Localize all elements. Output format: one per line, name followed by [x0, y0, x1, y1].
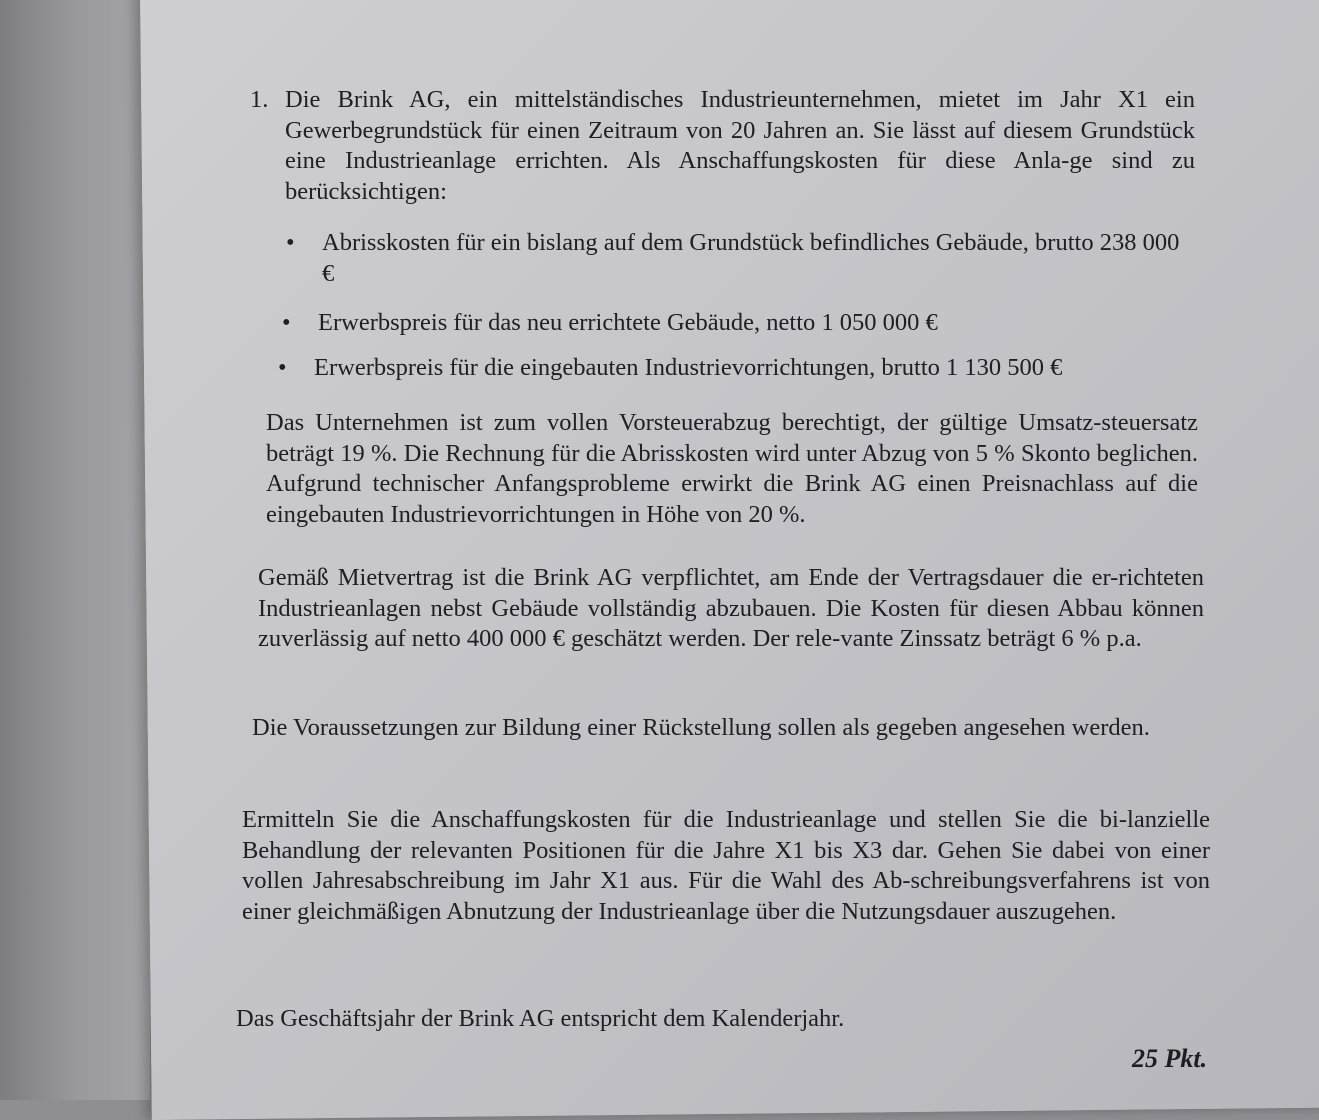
list-item — [286, 228, 1192, 289]
paragraph-tax: Das Unternehmen ist zum vollen Vorsteuerabzug berechtigt, der gültige Umsatz-steuersatz beträgt 19 %. Die Rechnung für die Abrisskosten wird unter Abzug von 5 % Skonto beglichen. Aufgrund technischer Anfangsprobleme erwirkt die Brink AG einen Preisnachlass auf die eingebauten Industrievorrichtungen in Höhe von 20 %. — [266, 409, 1198, 528]
paragraph-instruction: Ermitteln Sie die Anschaffungskosten für die Industrieanlage und stellen Sie die bi-lanzielle Behandlung der relevanten Positionen für die Jahre X1 bis X3 dar. Gehen Sie dabei von einer vollen Jahresabschreibung im Jahr X1 aus. Für die Wahl des Ab-schreibungsverfahrens ist von einer gleichmäßigen Abnutzung der Industrieanlage über die Nutzungsdauer auszugehen. — [242, 806, 1210, 925]
paragraph-provision: Die Voraussetzungen zur Bildung einer Rückstellung sollen als gegeben angesehen werden. — [252, 714, 1150, 741]
bullet-icon: • — [282, 309, 291, 336]
task-intro: Die Brink AG, ein mittelständisches Industrieunternehmen, mietet im Jahr X1 ein Gewerbegrundstück für einen Zeitraum von 20 Jahren an. Sie lässt auf diesem Grundstück eine Industrieanlage errichten. Als Anschaffungskosten für diese Anla-ge sind zu berücksichtigen: — [285, 86, 1195, 205]
points-label: 25 Pkt. — [1132, 1044, 1208, 1073]
task-number: 1. — [250, 86, 269, 113]
bullet-icon: • — [286, 229, 295, 256]
bullet-icon: • — [278, 354, 287, 381]
paragraph-lease: Gemäß Mietvertrag ist die Brink AG verpflichtet, am Ende der Vertragsdauer die er-richteten Industrieanlagen nebst Gebäude vollständig abzubauen. Die Kosten für diesen Abbau können zuverlässig auf netto 400 000 € geschätzt werden. Der rele-vante Zinssatz beträgt 6 % p.a. — [258, 564, 1204, 652]
bullet-text: Abrisskosten für ein bislang auf dem Grundstück befindliches Gebäude, brutto 238 000 € — [322, 229, 1180, 287]
list-item — [282, 308, 1208, 339]
paragraph-fiscal: Das Geschäftsjahr der Brink AG entspricht dem Kalenderjahr. — [236, 1005, 845, 1032]
bullet-text: Erwerbspreis für das neu errichtete Gebäude, netto 1 050 000 € — [318, 309, 938, 336]
bullet-text: Erwerbspreis für die eingebauten Industrievorrichtungen, brutto 1 130 500 € — [314, 354, 1063, 381]
list-item — [278, 353, 1204, 384]
